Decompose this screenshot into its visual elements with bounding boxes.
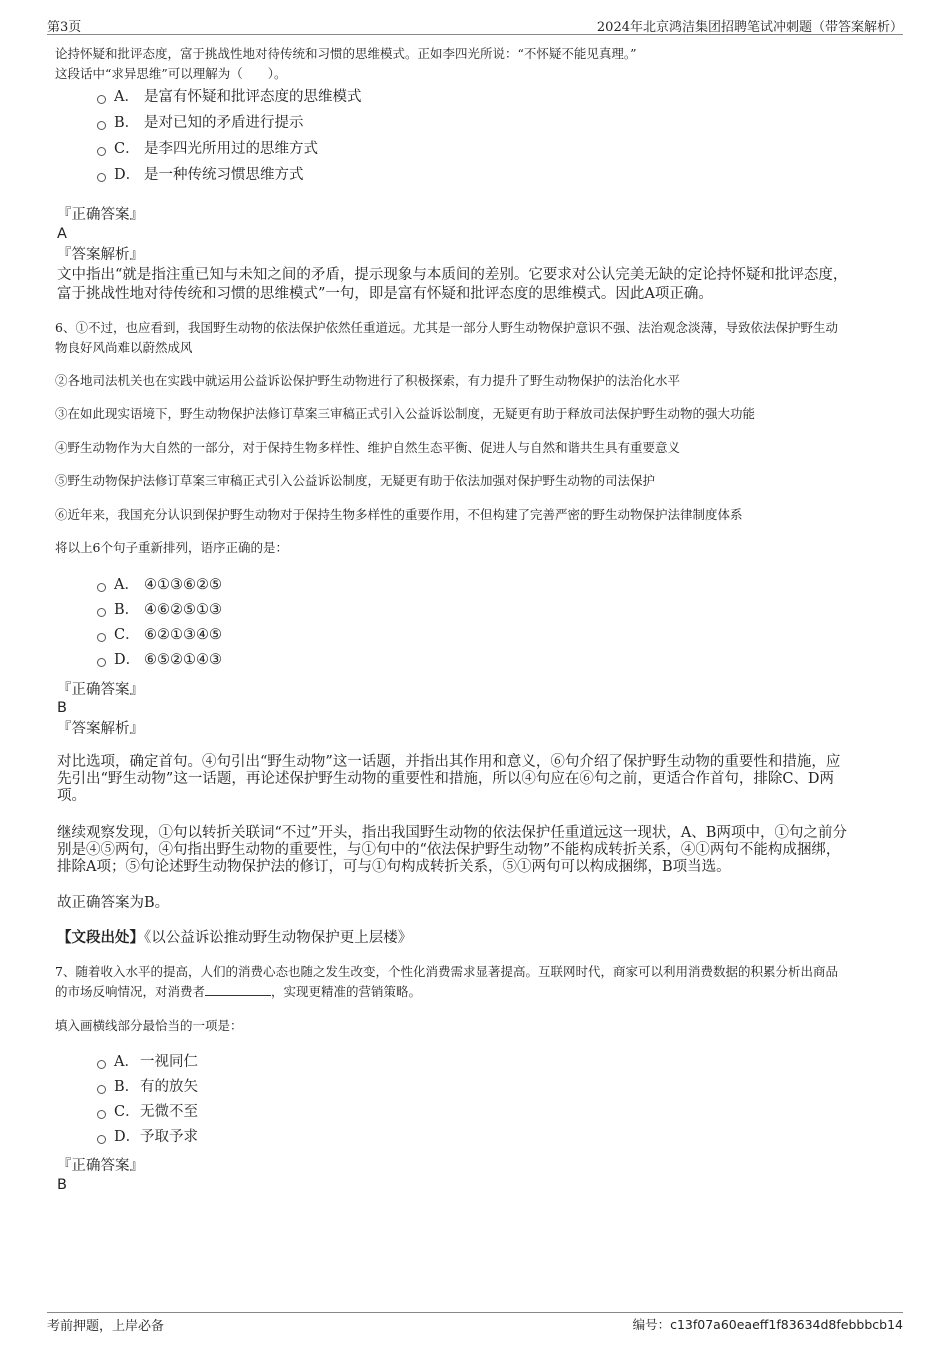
q6-analysis-line: 排除A项；⑤句论述野生动物保护法的修订，可与①句构成转折关系，⑤①两句可以构成捆绑，B项当选。 <box>57 859 731 875</box>
q7-stem-line <box>55 982 838 1002</box>
q6-sentence-3: ③在如此现实语境下，野生动物保护法修订草案三审稿正式引入公益诉讼制度，无疑更有助于释放司法保护野生动物的强大功能 <box>55 406 756 421</box>
q7-stem-line: 7、随着收入水平的提高，人们的消费心态也随之发生改变，个性化消费需求显著提高。互联网时代，商家可以利用消费数据的积累分析出商品 <box>55 964 838 979</box>
q7-option-a[interactable]: A．一视同仁 <box>97 1051 198 1076</box>
q6-source-label: 【文段出处】 <box>57 929 144 946</box>
q6-option-b[interactable]: B． ④⑥②⑤①③ <box>97 599 222 624</box>
page-number: 第3页 <box>47 20 82 35</box>
document-title: 2024年北京鸿洁集团招聘笔试冲刺题（带答案解析） <box>596 20 903 35</box>
document-code-label: 编号： <box>632 1317 671 1332</box>
q6-source-title: 《以公益诉讼推动野生动物保护更上层楼》 <box>144 930 413 946</box>
q5-option-a[interactable]: A． 是富有怀疑和批评态度的思维模式 <box>97 86 362 112</box>
q6-sentence-4: ④野生动物作为大自然的一部分，对于保持生物多样性、维护自然生态平衡、促进人与自然和谐共生具有重要意义 <box>55 440 681 455</box>
q6-analysis-line: 继续观察发现，①句以转折关联词“不过”开头，指出我国野生动物的依法保护任重道远这一现状，A、B两项中，①句之前分 <box>57 825 847 841</box>
q7-stem-text: 的市场反响情况，对消费者 <box>55 984 206 999</box>
q5-analysis-line: 文中指出“就是指注重已知与未知之间的矛盾，提示现象与本质间的差别。它要求对公认完美无缺的定论持怀疑和批评态度， <box>57 267 848 283</box>
q6-option-a[interactable]: A． ④①③⑥②⑤ <box>97 574 222 599</box>
q7-options <box>97 1051 198 1151</box>
q7-answer-label: 『正确答案』 <box>57 1158 144 1174</box>
q5-analysis-label: 『答案解析』 <box>57 247 144 263</box>
q5-option-d[interactable]: D． 是一种传统习惯思维方式 <box>97 164 362 190</box>
q6-source <box>57 929 412 947</box>
q5-options <box>97 86 362 190</box>
q7-option-d[interactable]: D．予取予求 <box>97 1126 198 1151</box>
radio-icon[interactable] <box>97 121 106 130</box>
q6-sentence-line: 物良好风尚难以蔚然成风 <box>55 340 193 355</box>
q6-answer-label: 『正确答案』 <box>57 682 144 698</box>
q6-analysis-label: 『答案解析』 <box>57 721 144 737</box>
page-header <box>47 14 903 35</box>
q5-option-b[interactable]: B． 是对已知的矛盾进行提示 <box>97 112 362 138</box>
q6-analysis-line: 项。 <box>57 788 86 804</box>
radio-icon[interactable] <box>97 173 106 182</box>
footer-slogan: 考前押题，上岸必备 <box>47 1319 165 1334</box>
radio-icon[interactable] <box>97 147 106 156</box>
q6-analysis-paragraph-1 <box>57 754 840 805</box>
q6-answer: B <box>57 700 67 716</box>
q5-answer: A <box>57 226 67 242</box>
q7-prompt: 填入画横线部分最恰当的一项是： <box>55 1018 243 1033</box>
q6-options <box>97 574 222 674</box>
q5-stem <box>55 44 637 84</box>
q7-option-c[interactable]: C．无微不至 <box>97 1101 198 1126</box>
q6-conclusion: 故正确答案为B。 <box>57 895 170 911</box>
radio-icon[interactable] <box>97 95 106 104</box>
q6-option-c[interactable]: C． ⑥②①③④⑤ <box>97 624 222 649</box>
document-code <box>633 1315 903 1333</box>
q6-sentence-5: ⑤野生动物保护法修订草案三审稿正式引入公益诉讼制度，无疑更有助于依法加强对保护野生动物的司法保护 <box>55 473 656 488</box>
fill-in-blank <box>205 983 271 996</box>
q6-sentence-6: ⑥近年来，我国充分认识到保护野生动物对于保持生物多样性的重要作用，不但构建了完善严密的野生动物保护法律制度体系 <box>55 507 743 522</box>
q7-stem <box>55 962 838 1002</box>
q5-analysis <box>57 266 847 304</box>
q5-option-c[interactable]: C． 是李四光所用过的思维方式 <box>97 138 362 164</box>
q7-answer: B <box>57 1177 67 1193</box>
q7-option-b[interactable]: B．有的放矢 <box>97 1076 198 1101</box>
q6-sentence-line: 6、①不过，也应看到，我国野生动物的依法保护依然任重道远。尤其是一部分人野生动物保护意识不强、法治观念淡薄，导致依法保护野生动 <box>55 320 838 335</box>
radio-icon[interactable] <box>97 1135 106 1144</box>
radio-icon[interactable] <box>97 1085 106 1094</box>
q6-option-d[interactable]: D． ⑥⑤②①④③ <box>97 649 222 674</box>
q5-stem-line: 这段话中“求异思维”可以理解为（ ）。 <box>55 66 287 81</box>
q5-stem-line: 论持怀疑和批评态度，富于挑战性地对待传统和习惯的思维模式。正如李四光所说：“不怀疑不能见真理。” <box>55 46 637 61</box>
radio-icon[interactable] <box>97 1060 106 1069</box>
q7-stem-text: ，实现更精准的营销策略。 <box>271 984 422 999</box>
q6-analysis-line: 别是④⑤两句，④句指出野生动物的重要性，与①句中的“依法保护野生动物”不能构成转折关系，④①两句不能构成捆绑， <box>57 842 841 858</box>
q6-sentence-1 <box>55 318 838 358</box>
radio-icon[interactable] <box>97 608 106 617</box>
q6-analysis-line: 对比选项，确定首句。④句引出“野生动物”这一话题，并指出其作用和意义，⑥句介绍了保护野生动物的重要性和措施，应 <box>57 754 841 770</box>
q5-analysis-line: 富于挑战性地对待传统和习惯的思维模式”一句，即是富有怀疑和批评态度的思维模式。因此A项正确。 <box>57 286 713 302</box>
page-footer <box>47 1312 903 1335</box>
q6-analysis-line: 先引出“野生动物”这一话题，再论述保护野生动物的重要性和措施，所以④句应在⑥句之前，更适合作首句，排除C、D两 <box>57 771 835 787</box>
radio-icon[interactable] <box>97 633 106 642</box>
q6-analysis-paragraph-2 <box>57 825 847 876</box>
document-code-value: c13f07a60eaeff1f83634d8febbbcb14 <box>670 1317 903 1332</box>
q5-answer-label: 『正确答案』 <box>57 207 144 223</box>
q6-sentence-2: ②各地司法机关也在实践中就运用公益诉讼保护野生动物进行了积极探索，有力提升了野生动物保护的法治化水平 <box>55 373 681 388</box>
radio-icon[interactable] <box>97 658 106 667</box>
radio-icon[interactable] <box>97 583 106 592</box>
radio-icon[interactable] <box>97 1110 106 1119</box>
q6-prompt: 将以上6个句子重新排列，语序正确的是： <box>55 540 288 555</box>
